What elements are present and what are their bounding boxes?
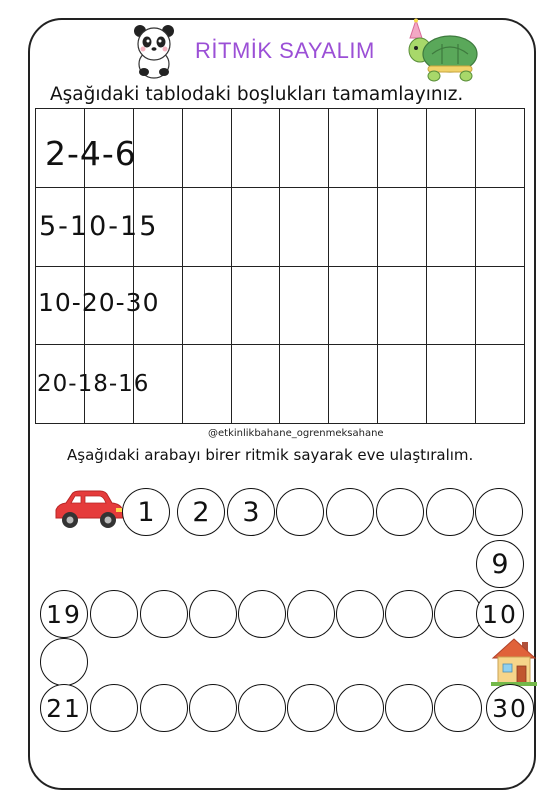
table-cell xyxy=(231,345,280,424)
track-circle xyxy=(287,590,335,638)
track-circle: 2 xyxy=(177,488,225,536)
table-cell xyxy=(231,109,280,188)
table-cell xyxy=(329,266,378,345)
track-circle xyxy=(426,488,474,536)
table-cell xyxy=(182,345,231,424)
table-cell xyxy=(427,345,476,424)
panda-icon xyxy=(130,22,178,80)
track-circle xyxy=(140,684,188,732)
pattern-row-label: 20-18-16 xyxy=(37,371,150,397)
table-cell xyxy=(427,187,476,266)
track-circle xyxy=(336,684,384,732)
table-cell xyxy=(329,345,378,424)
track-circle: 9 xyxy=(476,540,524,588)
table-cell xyxy=(378,266,427,345)
track-circle xyxy=(189,684,237,732)
track-circle xyxy=(434,590,482,638)
pattern-row-label: 5-10-15 xyxy=(39,211,159,242)
track-circle xyxy=(475,488,523,536)
track-circle: 10 xyxy=(476,590,524,638)
table-cell xyxy=(280,345,329,424)
car-instruction: Aşağıdaki arabayı birer ritmik sayarak eve ulaştıralım. xyxy=(67,446,474,464)
table-cell xyxy=(378,187,427,266)
track-circle xyxy=(434,684,482,732)
table-cell xyxy=(231,266,280,345)
track-circle xyxy=(238,684,286,732)
track-circle: 19 xyxy=(40,590,88,638)
table-instruction: Aşağıdaki tablodaki boşlukları tamamlayınız. xyxy=(50,84,464,105)
credit-handle: @etkinlikbahane_ogrenmeksahane xyxy=(208,428,384,439)
track-circle xyxy=(336,590,384,638)
table-cell xyxy=(280,266,329,345)
table-cell xyxy=(182,187,231,266)
track-circle xyxy=(326,488,374,536)
table-cell xyxy=(427,266,476,345)
track-circle xyxy=(90,684,138,732)
track-circle: 1 xyxy=(122,488,170,536)
track-circle xyxy=(287,684,335,732)
track-circle: 21 xyxy=(40,684,88,732)
table-cell xyxy=(329,187,378,266)
page-title: RİTMİK SAYALIM xyxy=(195,38,375,63)
track-circle xyxy=(140,590,188,638)
table-cell xyxy=(133,109,182,188)
table-cell xyxy=(476,345,525,424)
table-cell xyxy=(427,109,476,188)
track-circle xyxy=(189,590,237,638)
table-cell xyxy=(476,266,525,345)
track-circle xyxy=(40,638,88,686)
table-cell xyxy=(280,187,329,266)
track-circle: 30 xyxy=(486,684,534,732)
table-cell xyxy=(231,187,280,266)
table-cell xyxy=(329,109,378,188)
track-circle xyxy=(376,488,424,536)
table-cell xyxy=(476,109,525,188)
track-circle xyxy=(385,684,433,732)
house-icon xyxy=(491,636,537,686)
table-cell xyxy=(476,187,525,266)
track-circle: 3 xyxy=(227,488,275,536)
track-circle xyxy=(276,488,324,536)
table-cell xyxy=(182,109,231,188)
track-circle xyxy=(385,590,433,638)
pattern-row-label: 2-4-6 xyxy=(45,134,137,173)
pattern-row-label: 10-20-30 xyxy=(38,288,160,317)
track-circle xyxy=(90,590,138,638)
table-cell xyxy=(378,109,427,188)
car-icon xyxy=(50,488,126,532)
turtle-icon xyxy=(402,18,482,82)
table-cell xyxy=(378,345,427,424)
track-circle xyxy=(238,590,286,638)
table-cell xyxy=(182,266,231,345)
table-cell xyxy=(280,109,329,188)
